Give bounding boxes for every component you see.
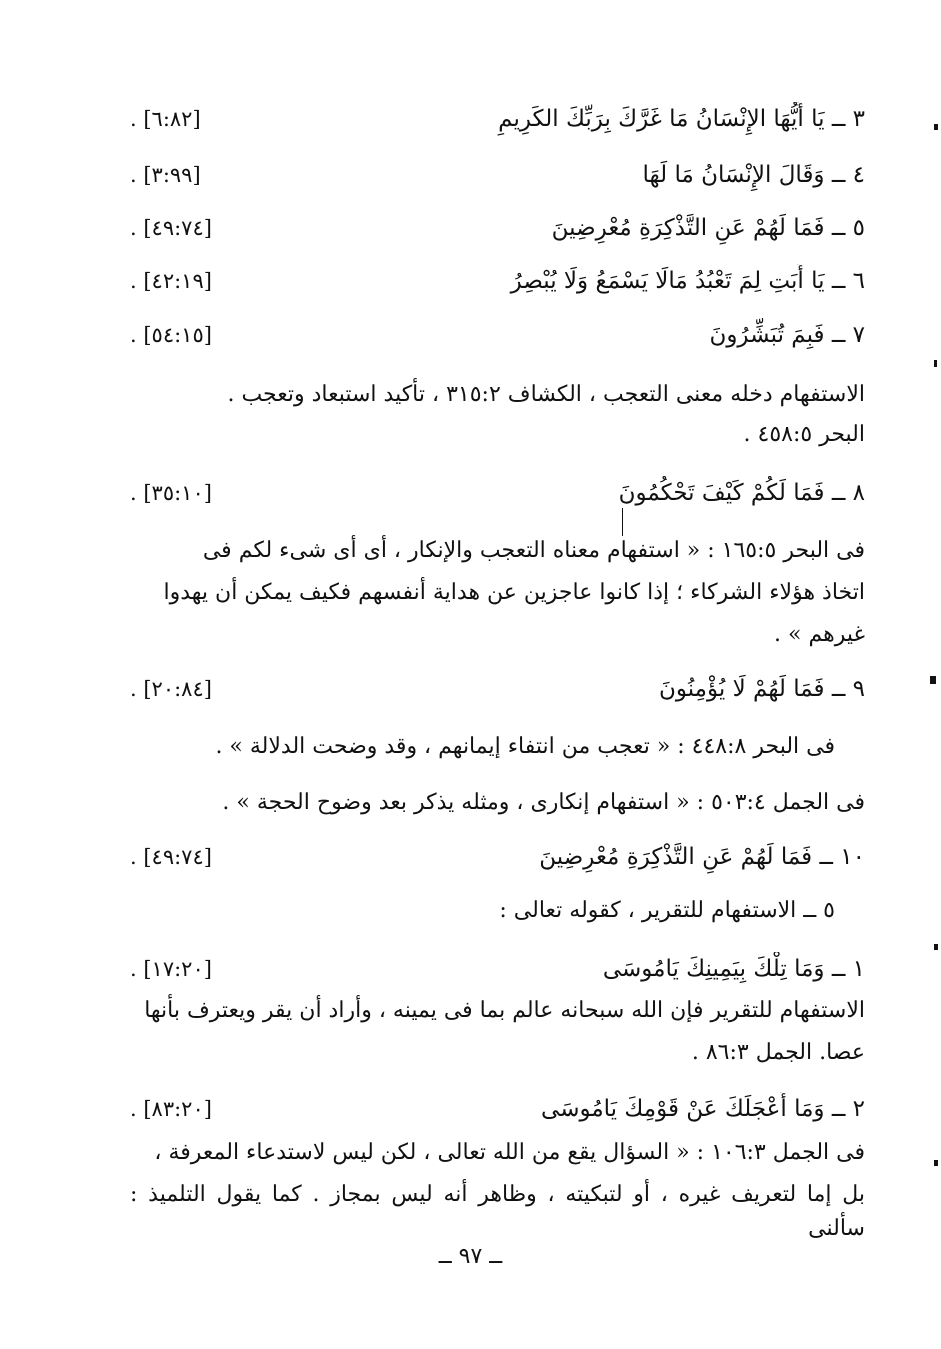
verse-line bbox=[130, 1092, 865, 1126]
verse-reference: [٤٢:١٩] . bbox=[130, 269, 212, 293]
verse-reference: [١٧:٢٠] . bbox=[130, 957, 212, 981]
verse-text: ٨ ــ فَمَا لَكُمْ كَيْفَ تَحْكُمُونَ bbox=[618, 480, 865, 506]
verse-line bbox=[130, 318, 865, 352]
scan-speck bbox=[930, 676, 936, 684]
verse-text: ٩ ــ فَمَا لَهُمْ لَا يُؤْمِنُونَ bbox=[658, 676, 865, 702]
verse-reference: [٤٩:٧٤] . bbox=[130, 216, 212, 240]
verse-line bbox=[130, 264, 865, 298]
verse-text: ٦ ــ يَا أَبَتِ لِمَ تَعْبُدُ مَالَا يَسْمَعُ وَلَا يُبْصِرُ bbox=[510, 268, 865, 294]
verse-text: ١ ــ وَمَا تِلْكَ بِيَمِينِكَ يَامُوسَى bbox=[602, 956, 865, 982]
verse-text: ٤ ــ وَقَالَ الإِنْسَانُ مَا لَهَا bbox=[642, 162, 865, 188]
verse-reference: [٤٩:٧٤] . bbox=[130, 845, 212, 869]
commentary-line: اتخاذ هؤلاء الشركاء ؛ إذا كانوا عاجزين عن هداية أنفسهم فكيف يمكن أن يهدوا bbox=[163, 580, 865, 605]
section-heading: ٥ ــ الاستفهام للتقرير ، كقوله تعالى : bbox=[499, 898, 835, 923]
verse-line bbox=[130, 102, 865, 136]
verse-line bbox=[130, 952, 865, 986]
verse-reference: [٨٣:٢٠] . bbox=[130, 1097, 212, 1121]
commentary-line: فى الجمل ١٠٦:٣ : « السؤال يقع من الله تعالى ، لكن ليس لاستدعاء المعرفة ، bbox=[154, 1140, 865, 1165]
scan-speck bbox=[934, 124, 938, 130]
verse-line bbox=[130, 211, 865, 245]
scan-speck bbox=[934, 944, 938, 950]
verse-text: ٥ ــ فَمَا لَهُمْ عَنِ التَّذْكِرَةِ مُعْرِضِينَ bbox=[551, 215, 865, 241]
verse-reference: [٢٠:٨٤] . bbox=[130, 677, 212, 701]
verse-line bbox=[130, 158, 865, 192]
scan-speck bbox=[934, 360, 937, 367]
commentary-line: الاستفهام دخله معنى التعجب ، الكشاف ٣١٥:٢ ، تأكيد استبعاد وتعجب . bbox=[227, 382, 865, 407]
scan-speck bbox=[934, 1160, 938, 1166]
commentary-line: غيرهم » . bbox=[774, 622, 865, 647]
verse-text: ٣ ــ يَا أَيُّهَا الإِنْسَانُ مَا غَرَّكَ بِرَبِّكَ الكَرِيمِ bbox=[498, 106, 865, 132]
verse-line bbox=[130, 476, 865, 510]
commentary-line: عصا. الجمل ٨٦:٣ . bbox=[691, 1040, 865, 1065]
commentary-line: بل إما لتعريف غيره ، أو لتبكيته ، وظاهر أنه ليس بمجاز . كما يقول التلميذ : سألنى bbox=[130, 1182, 865, 1241]
commentary-line: البحر ٤٥٨:٥ . bbox=[743, 422, 865, 447]
commentary-line: فى البحر ١٦٥:٥ : « استفهام معناه التعجب والإنكار ، أى أى شىء لكم فى bbox=[202, 538, 865, 563]
verse-text: ٢ ــ وَمَا أَعْجَلَكَ عَنْ قَوْمِكَ يَامُوسَى bbox=[541, 1096, 865, 1122]
verse-reference: [٥٤:١٥] . bbox=[130, 323, 212, 347]
verse-text: ١٠ ــ فَمَا لَهُمْ عَنِ التَّذْكِرَةِ مُعْرِضِينَ bbox=[539, 844, 865, 870]
commentary-line: فى البحر ٤٤٨:٨ : « تعجب من انتفاء إيمانهم ، وقد وضحت الدلالة » . bbox=[215, 734, 835, 759]
verse-line bbox=[130, 672, 865, 706]
verse-reference: [٣٥:١٠] . bbox=[130, 481, 212, 505]
verse-reference: [٣:٩٩] . bbox=[130, 163, 201, 187]
page-number: ــ ٩٧ ــ bbox=[438, 1244, 503, 1269]
scan-stroke bbox=[622, 508, 623, 536]
verse-line bbox=[130, 840, 865, 874]
commentary-line: فى الجمل ٥٠٣:٤ : « استفهام إنكارى ، ومثله يذكر بعد وضوح الحجة » . bbox=[222, 790, 865, 815]
commentary-line: الاستفهام للتقرير فإن الله سبحانه عالم بما فى يمينه ، وأراد أن يقر ويعترف بأنها bbox=[144, 998, 865, 1023]
verse-text: ٧ ــ فَبِمَ تُبَشِّرُونَ bbox=[709, 322, 865, 348]
verse-reference: [٦:٨٢] . bbox=[130, 107, 201, 131]
